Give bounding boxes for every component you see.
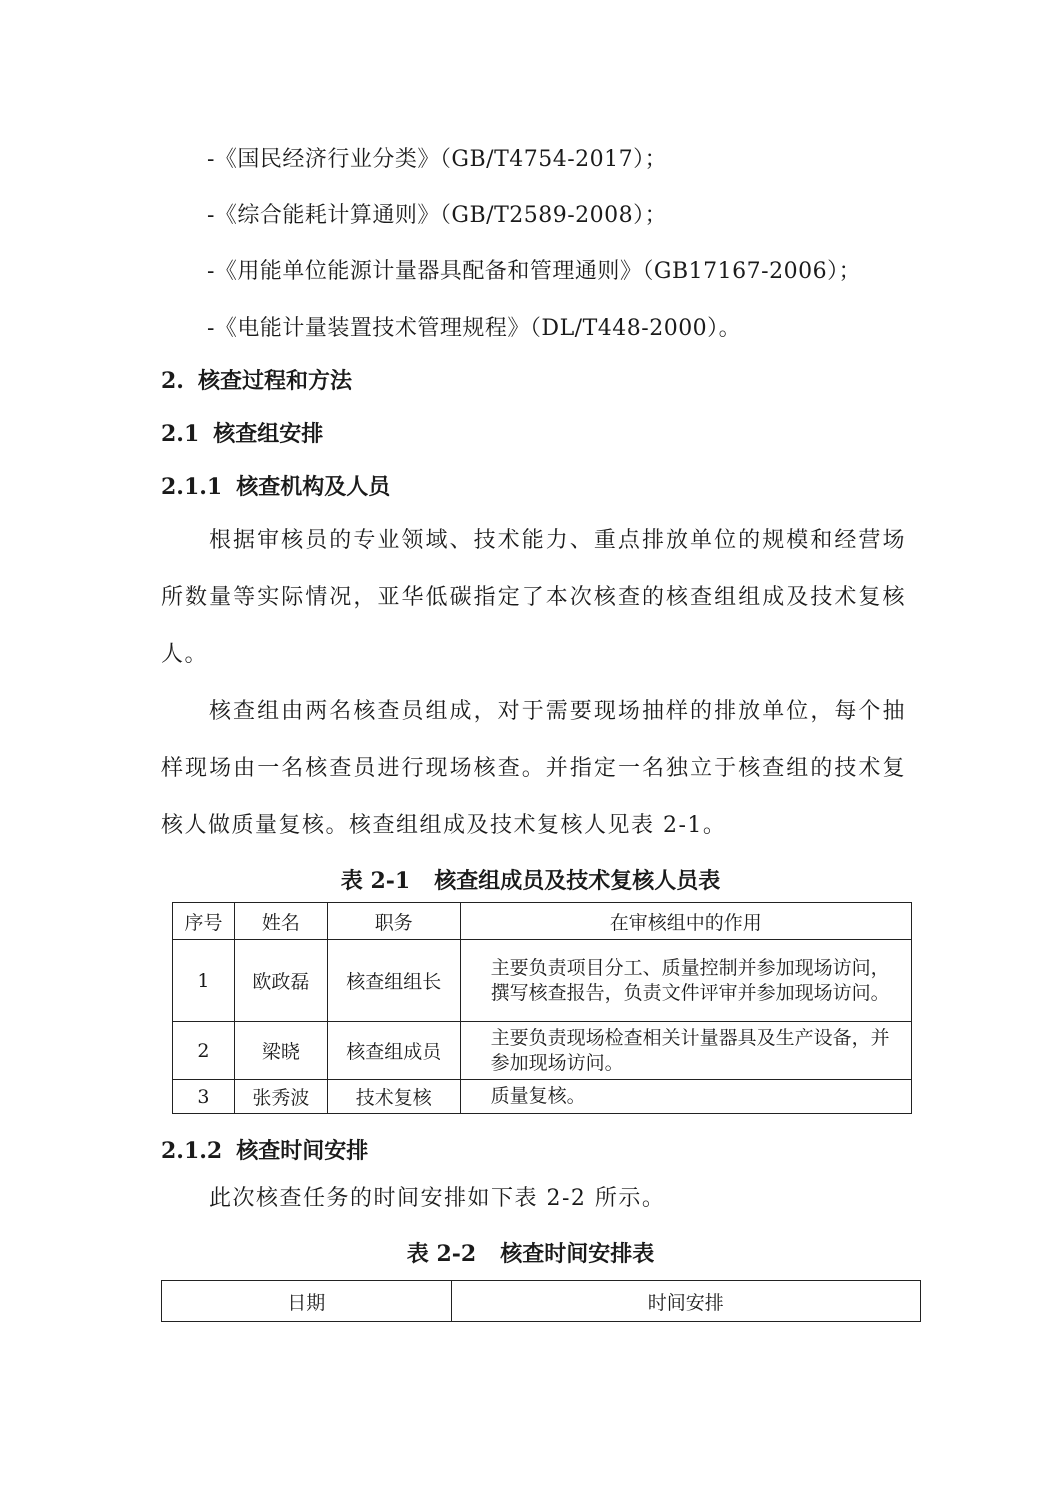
- section-number: 2.1.1: [161, 474, 223, 500]
- table-2-caption: [0, 1237, 1061, 1268]
- header-cell: 姓名: [234, 903, 327, 940]
- cell-role: 主要负责项目分工、质量控制并参加现场访问，撰写核查报告，负责文件评审并参加现场访问。: [460, 940, 911, 1022]
- section-title: 核查机构及人员: [236, 475, 391, 500]
- paragraph-schedule: 此次核查任务的时间安排如下表 2-2 所示。: [209, 1186, 666, 1211]
- cell-name: 张秀波: [234, 1080, 327, 1114]
- reference-item: -《国民经济行业分类》（GB/T4754-2017）；: [207, 147, 668, 172]
- table-header-row: [162, 1281, 921, 1322]
- table-row: [173, 1080, 912, 1114]
- cell-role: 主要负责现场检查相关计量器具及生产设备，并参加现场访问。: [460, 1022, 911, 1080]
- section-number: 2.1.2: [161, 1138, 223, 1164]
- section-heading-2-1-1: [161, 470, 390, 501]
- paragraph-team: 核查组由两名核查员组成，对于需要现场抽样的排放单位，每个抽样现场由一名核查员进行现场核查。并指定一名独立于核查组的技术复核人做质量复核。核查组组成及技术复核人见表 2-1。: [161, 699, 906, 838]
- cell-title: 核查组组长: [327, 940, 460, 1022]
- cell-title: 技术复核: [327, 1080, 460, 1114]
- reference-item: -《用能单位能源计量器具配备和管理通则》（GB17167-2006）；: [207, 259, 862, 284]
- cell-no: 1: [173, 940, 235, 1022]
- table-1-caption-title: 核查组成员及技术复核人员表: [434, 869, 721, 894]
- cell-no: 2: [173, 1022, 235, 1080]
- table-2-caption-title: 核查时间安排表: [500, 1242, 655, 1267]
- header-cell: 序号: [173, 903, 235, 940]
- cell-title: 核查组成员: [327, 1022, 460, 1080]
- table-1-caption-number: 表 2-1: [340, 868, 411, 894]
- table-2-caption-number: 表 2-2: [406, 1241, 477, 1267]
- team-table: [172, 902, 912, 1114]
- table-row: [173, 940, 912, 1022]
- header-cell: 时间安排: [451, 1281, 920, 1322]
- section-title: 核查过程和方法: [197, 369, 352, 394]
- schedule-table: [161, 1280, 921, 1322]
- section-heading-2: [161, 364, 352, 395]
- section-heading-2-1: [161, 417, 323, 448]
- header-cell: 职务: [327, 903, 460, 940]
- reference-item: -《电能计量装置技术管理规程》（DL/T448-2000）。: [207, 316, 742, 341]
- cell-no: 3: [173, 1080, 235, 1114]
- section-title: 核查组安排: [213, 422, 324, 447]
- cell-role: 质量复核。: [460, 1080, 911, 1114]
- section-title: 核查时间安排: [236, 1139, 369, 1164]
- table-1-caption: [0, 864, 1061, 895]
- section-heading-2-1-2: [161, 1134, 368, 1165]
- table-header-row: [173, 903, 912, 940]
- section-number: 2.: [161, 368, 184, 394]
- section-number: 2.1: [161, 421, 200, 447]
- reference-item: -《综合能耗计算通则》（GB/T2589-2008）；: [207, 203, 668, 228]
- header-cell: 日期: [162, 1281, 452, 1322]
- paragraph-organization: 根据审核员的专业领域、技术能力、重点排放单位的规模和经营场所数量等实际情况，亚华低碳指定了本次核查的核查组组成及技术复核人。: [161, 528, 906, 667]
- cell-name: 欧政磊: [234, 940, 327, 1022]
- table-row: [173, 1022, 912, 1080]
- header-cell: 在审核组中的作用: [460, 903, 911, 940]
- cell-name: 梁晓: [234, 1022, 327, 1080]
